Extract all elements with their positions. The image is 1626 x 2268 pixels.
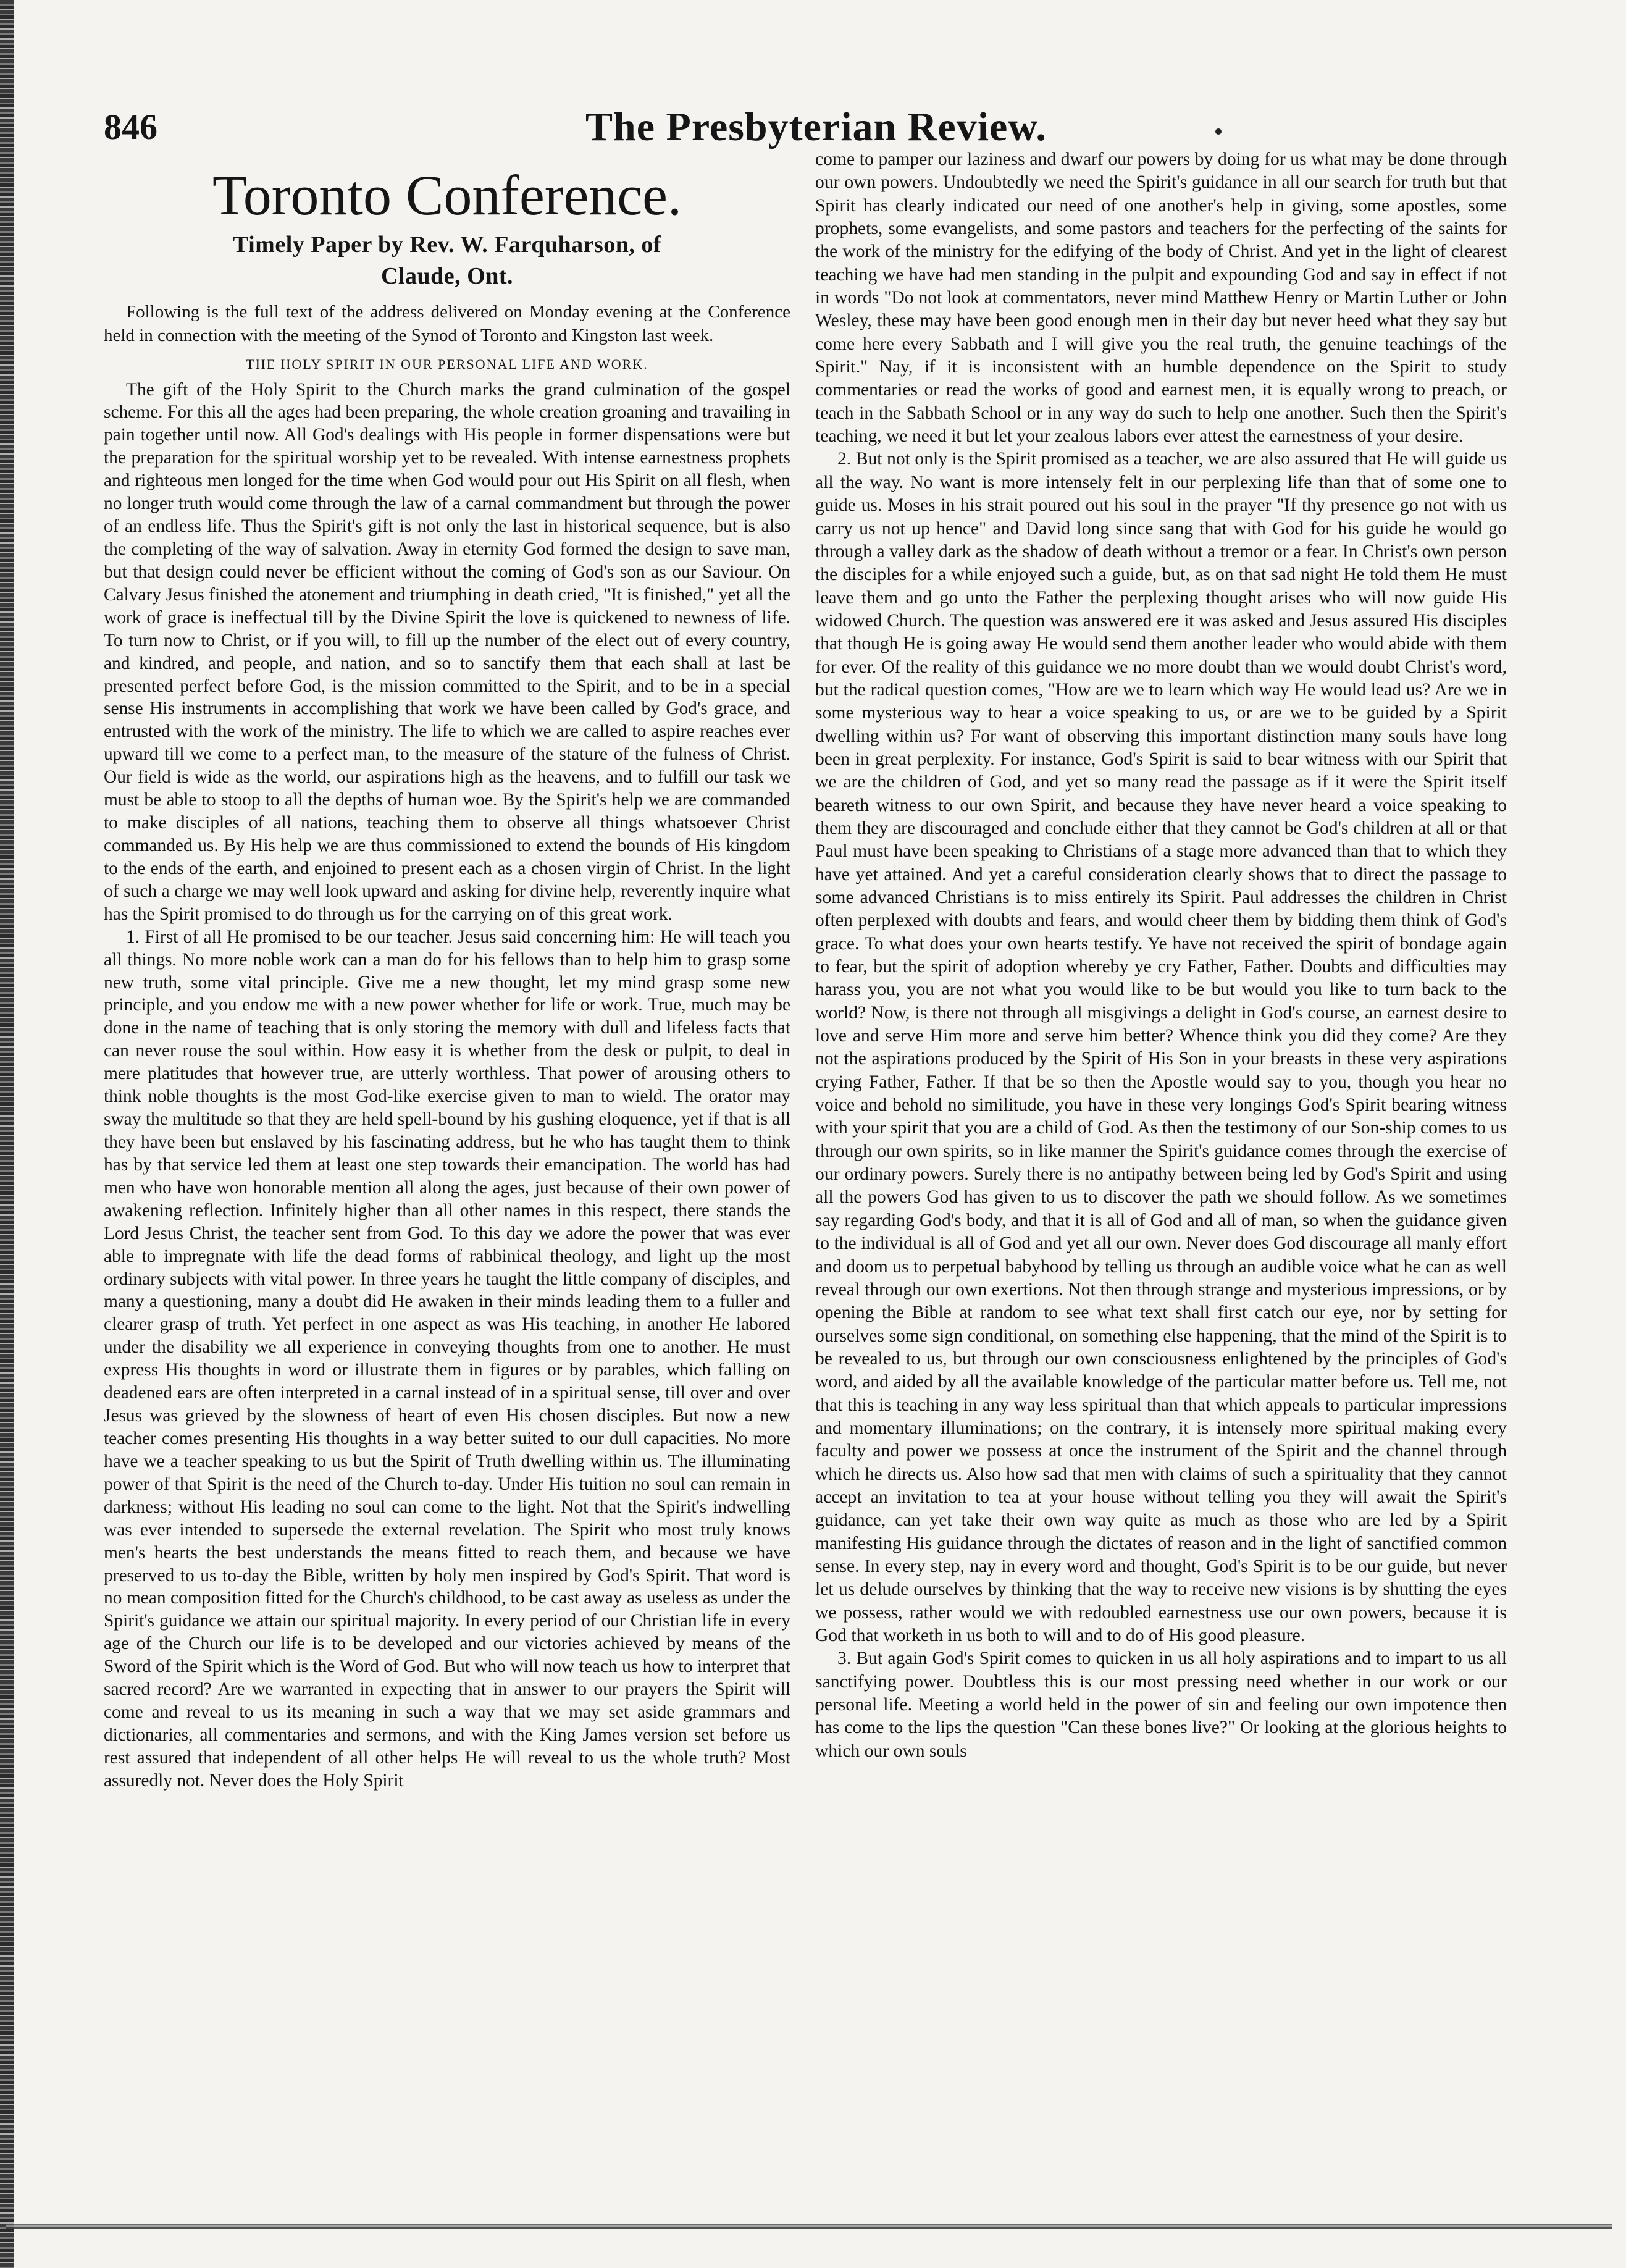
paragraph: 3. But again God's Spirit comes to quicken in us all holy aspirations and to impart to us all sanctifying power. Doubtless this is our most pressing need whether in our work or our personal life. Meeting a world held in the power of sin and feeling our own impotence then has come to the lips the question "Can these bones live?" Or looking at the glorious heights to which our own souls [815, 1648, 1507, 1761]
article-intro: Following is the full text of the address delivered on Monday evening at the Conference held in connection with the meeting of the Synod of Toronto and Kingston last week. [104, 302, 790, 345]
subtitle-line-1: Timely Paper by Rev. W. Farquharson, of [232, 231, 662, 258]
subtitle-line-2: Claude, Ont. [381, 262, 513, 289]
ink-dot [1215, 128, 1222, 135]
running-title: The Presbyterian Review. [585, 104, 1047, 149]
page-number: 846 [104, 107, 157, 147]
section-heading: THE HOLY SPIRIT IN OUR PERSONAL LIFE AND WORK. [246, 356, 648, 372]
paragraph: The gift of the Holy Spirit to the Church marks the grand culmination of the gospel scheme. For this all the ages had been preparing, the whole creation groaning and travailing in pain together until now. All God's dealings with His people in former dispensations were but the preparation for the spiritual worship yet to be revealed. With intense earnestness prophets and righteous men longed for the time when God would pour out His Spirit on all flesh, when no longer truth would come through the law of a carnal commandment but through the power of an endless life. Thus the Spirit's gift is not only the last in historical sequence, but is also the completing of the way of salvation. Away in eternity God formed the design to save man, but that design could never be efficient without the coming of God's son as our Saviour. On Calvary Jesus finished the atonement and triumphing in death cried, "It is finished," yet all the work of grace is ineffectual till by the Divine Spirit the love is quickened to newness of life. To turn now to Christ, or if you will, to fill up the number of the elect out of every country, and kindred, and people, and nation, and so to sanctify them that each shall at last be presented perfect before God, is the mission committed to the Spirit, and to be in a special sense His instruments in accomplishing that work we have been called by God's grace, and entrusted with the work of the ministry. The life to which we are called to aspire reaches ever upward till we come to a perfect man, to the measure of the stature of the fulness of Christ. Our field is wide as the world, our aspirations high as the heavens, and to fulfill our task we must be able to stoop to all the depths of human woe. By the Spirit's help we are commanded to make disciples of all nations, teaching them to observe all things whatsoever Christ commanded us. By His help we are thus commissioned to extend the bounds of His kingdom to the ends of the earth, and enjoined to present each as a chosen virgin of Christ. In the light of such a charge we may well look upward and asking for divine help, reverently inquire what has the Spirit promised to do through us for the carrying on of this great work. [104, 379, 790, 924]
paragraph: 1. First of all He promised to be our teacher. Jesus said concerning him: He will teach you all things. No more noble work can a man do for his fellows than to help him to grasp some new truth, some vital principle. Give me a new thought, let my mind grasp some new principle, and you endow me with a new power whether for life or work. True, much may be done in the name of teaching that is only storing the memory with dull and lifeless facts that can never rouse the soul within. How easy it is whether from the desk or pulpit, to deal in mere platitudes that however true, are utterly worthless. That power of arousing others to think noble thoughts is the most God-like exercise given to man to wield. The orator may sway the multitude so that they are held spell-bound by his gushing eloquence, yet if that is all they have been but enslaved by his fascinating address, but he who has taught them to think has by that service led them at least one step towards their emancipation. The world has had men who have won honorable mention all along the ages, just because of their own power of awakening reflection. Infinitely higher than all other names in this respect, there stands the Lord Jesus Christ, the teacher sent from God. To this day we adore the power that was ever able to impregnate with life the dead forms of rabbinical theology, and light up the most ordinary subjects with vital power. In three years he taught the little company of disciples, and many a questioning, many a doubt did He awaken in their minds leading them to a fuller and clearer grasp of truth. Yet perfect in one aspect as was His teaching, in another He labored under the disability we all experience in conveying thoughts from one to another. He must express His thoughts in word or illustrate them in figures or by parables, which falling on deadened ears are often interpreted in a carnal instead of in a spiritual sense, till over and over Jesus was grieved by the slowness of heart of even His chosen disciples. But now a new teacher comes presenting His thoughts in a way better suited to our dull capacities. No more have we a teacher speaking to us but the Spirit of Truth dwelling within us. The illuminating power of that Spirit is the need of the Church to-day. Under His tuition no soul can remain in darkness; without His leading no soul can come to the light. Not that the Spirit's indwelling was ever intended to supersede the external revelation. The Spirit who most truly knows men's hearts the best understands the means fitted to reach them, and because we have preserved to us to-day the Bible, written by holy men inspired by God's Spirit. That word is no mean composition fitted for the Church's childhood, to be cast away as useless as under the Spirit's guidance we attain our spiritual majority. In every period of our Christian life in every age of the Church our life is to be developed and our victories achieved by means of the Sword of the Spirit which is the Word of God. But who will now teach us how to interpret that sacred record? Are we warranted in expecting that in answer to our prayers the Spirit will come and reveal to us its meaning in such a way that we may set aside grammars and dictionaries, all commentaries and sermons, and with the King James version set before us rest assured that independent of all other helps He will reveal to us the whole truth? Most assuredly not. Never does the Holy Spirit [104, 926, 790, 1791]
article-title: Toronto Conference. [212, 166, 682, 227]
article-subtitle [104, 229, 790, 293]
scan-bottom-rule [6, 2224, 1612, 2232]
binding-edge [0, 0, 14, 2268]
right-column [815, 148, 1507, 2069]
paragraph: come to pamper our laziness and dwarf our powers by doing for us what may be done through our own powers. Undoubtedly we need the Spirit's guidance in all our search for truth but that Spirit has clearly indicated our need of one another's help in giving, some apostles, some prophets, some evangelists, and some pastors and teachers for the perfecting of the saints for the work of the ministry for the edifying of the body of Christ. And yet in the light of clearest teaching we have had men standing in the pulpit and expounding God and say in effect if not in words "Do not look at commentators, never mind Matthew Henry or Martin Luther or John Wesley, these may have been good enough men in their day but never heed what they say but come here every Sabbath and I will give you the real truth, the genuine teachings of the Spirit." Nay, if it is inconsistent with an humble dependence on the Spirit to study commentaries or read the works of good and earnest men, it is equally wrong to preach, or teach in the Sabbath School or in any way do such to help one another. Such then the Spirit's teaching, we need it but let your zealous labors ever attest the earnestness of your desire. [815, 149, 1507, 447]
paragraph: 2. But not only is the Spirit promised as a teacher, we are also assured that He will guide us all the way. No want is more intensely felt in our perplexing life than that of some one to guide us. Moses in his strait poured out his soul in the prayer "If thy presence go not with us carry us not up hence" and David long since sang that with God for his guide he would go through a valley dark as the shadow of death without a tremor or a fear. In Christ's own person the disciples for a while enjoyed such a guide, but, as on that sad night He told them He must leave them and go unto the Father the perplexing thought arises who will now guide His widowed Church. The question was answered ere it was asked and Jesus assured His disciples that though He is going away He would send them another leader who would abide with them for ever. Of the reality of this guidance we no more doubt than we would doubt Christ's word, but the radical question comes, "How are we to learn which way He would lead us? Are we in some mysterious way to hear a voice speaking to us, or are we to be guided by a Spirit dwelling within us? For want of observing this important distinction many souls have long been in great perplexity. For instance, God's Spirit is said to bear witness with our Spirit that we are the children of God, and yet so many read the passage as if it were the Spirit itself beareth witness to our own Spirit, and because they have never heard a voice speaking to them they are discouraged and conclude either that they cannot be God's children at all or that Paul must have been speaking to Christians of a stage more advanced than that to which they have yet attained. And yet a careful consideration clearly shows that to direct the passage to some advanced Christians is to miss entirely its Spirit. Paul addresses the children in Christ often perplexed with doubts and fears, and would cheer them by bidding them think of God's grace. To what does your own hearts testify. Ye have not received the spirit of bondage again to fear, but the spirit of adoption whereby ye cry Father, Father. Doubts and difficulties may harass you, you are not what you would like to be but would you like to turn back to the world? Now, is there not through all misgivings a delight in God's course, an earnest desire to love and serve Him more and serve him better? Whence think you did they come? Are they not the aspirations produced by the Spirit of His Son in your breasts in these very aspirations crying Father, Father. If that be so then the Apostle would say to you, though you hear no voice and behold no similitude, you have in these very longings God's Spirit bearing witness with your spirit that you are a child of God. As then the testimony of our Son-ship comes to us through our own spirits, so in like manner the Spirit's guidance comes through the exercise of our ordinary powers. Surely there is no antipathy between being led by God's Spirit and using all the powers God has given to us to discover the path we should follow. As we sometimes say regarding God's body, and that it is all of God and all of man, so when the guidance given to the individual is all of God and yet all our own. Never does God discourage all manly effort and doom us to perpetual babyhood by telling us through an audible voice what he can as well reveal through our own exertions. Not then through strange and mysterious impressions, or by opening the Bible at random to see what text shall first catch our eye, nor by setting for ourselves some sign conditional, on something else happening, that the mind of the Spirit is to be revealed to us, but through our own consciousness enlightened by the principles of God's word, and aided by all the available knowledge of the particular matter before us. Tell me, not that this is teaching in any way less spiritual than that which appeals to particular impressions and momentary illuminations; on the contrary, it is intensely more spiritual making every faculty and power we possess at once the instrument of the Spirit and the channel through which he directs us. Also how sad that men with claims of such a spirituality that they cannot accept an invitation to tea at your house without telling you they will await the Spirit's guidance, can yet take their own way quite as much as those who are led by a Spirit manifesting His guidance through the dictates of reason and in the light of sanctified common sense. In every step, nay in every word and thought, God's Spirit is to be our guide, but never let us delude ourselves by thinking that the way to receive new visions is by shutting the eyes we possess, rather would we with redoubled earnestness use our own powers, because it is God that worketh in us both to will and to do of His good pleasure. [815, 449, 1507, 1645]
left-column [104, 166, 790, 2074]
